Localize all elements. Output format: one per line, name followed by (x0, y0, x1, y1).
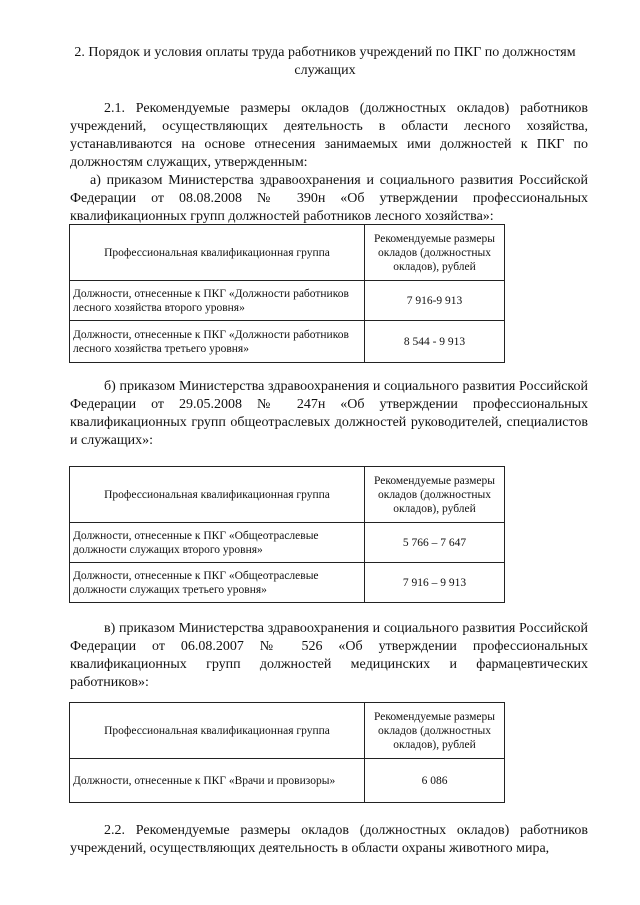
table-b (69, 466, 505, 603)
group-cell: Должности, отнесенные к ПКГ «Врачи и провизоры» (70, 759, 365, 803)
group-cell: Должности, отнесенные к ПКГ «Общеотраслевые должности служащих второго уровня» (70, 523, 365, 563)
header-group-cell: Профессиональная квалификационная группа (70, 467, 365, 523)
salary-cell: 7 916-9 913 (365, 281, 505, 321)
table-row (70, 759, 505, 803)
paragraph-2-1 (70, 100, 588, 172)
paragraph-2-2 (70, 822, 588, 858)
table-row (70, 321, 505, 363)
salary-cell: 7 916 – 9 913 (365, 563, 505, 603)
salary-cell: 5 766 – 7 647 (365, 523, 505, 563)
table-header-row (70, 467, 505, 523)
paragraph-a (70, 172, 588, 226)
paragraph-b (70, 378, 588, 450)
paragraph-b-text: б) приказом Министерства здравоохранения и социального развития Российской Федерации от 29.05.2008 № 247н «Об утверждении профессиональных квалификационных групп общеотраслевых должностей руководителей, специалистов и служащих»: (70, 379, 588, 448)
table-header-row (70, 703, 505, 759)
group-cell: Должности, отнесенные к ПКГ «Должности работников лесного хозяйства третьего уровня» (70, 321, 365, 363)
group-cell: Должности, отнесенные к ПКГ «Общеотраслевые должности служащих третьего уровня» (70, 563, 365, 603)
table-row (70, 563, 505, 603)
paragraph-a-text: а) приказом Министерства здравоохранения и социального развития Российской Федерации от 08.08.2008 № 390н «Об утверждении профессиональных квалификационных групп должностей работников лесного хозяйства»: (70, 173, 588, 224)
section-heading: 2. Порядок и условия оплаты труда работников учреждений по ПКГ по должностям служащих (74, 45, 576, 78)
paragraph-v (70, 620, 588, 692)
header-salary-cell: Рекомендуемые размеры окладов (должностных окладов), рублей (365, 703, 505, 759)
paragraph-v-text: в) приказом Министерства здравоохранения и социального развития Российской Федерации от 06.08.2007 № 526 «Об утверждении профессиональных квалификационных групп должностей медицинских и фармацевтических работников»: (70, 621, 588, 690)
table-row (70, 523, 505, 563)
paragraph-2-1-text: 2.1. Рекомендуемые размеры окладов (должностных окладов) работников учреждений, осуществляющих деятельность в области лесного хозяйства, устанавливаются на основе отнесения занимаемых ими должностей к ПКГ по должностям служащих, утвержденным: (70, 101, 588, 170)
header-group-cell: Профессиональная квалификационная группа (70, 225, 365, 281)
paragraph-2-2-text: 2.2. Рекомендуемые размеры окладов (должностных окладов) работников учреждений, осуществляющих деятельность в области охраны животного мира, (70, 823, 588, 856)
table-a (69, 224, 505, 363)
table-v (69, 702, 505, 803)
table-row (70, 281, 505, 321)
group-cell: Должности, отнесенные к ПКГ «Должности работников лесного хозяйства второго уровня» (70, 281, 365, 321)
header-group-cell: Профессиональная квалификационная группа (70, 703, 365, 759)
salary-cell: 6 086 (365, 759, 505, 803)
table-header-row (70, 225, 505, 281)
header-salary-cell: Рекомендуемые размеры окладов (должностных окладов), рублей (365, 225, 505, 281)
salary-cell: 8 544 - 9 913 (365, 321, 505, 363)
header-salary-cell: Рекомендуемые размеры окладов (должностных окладов), рублей (365, 467, 505, 523)
